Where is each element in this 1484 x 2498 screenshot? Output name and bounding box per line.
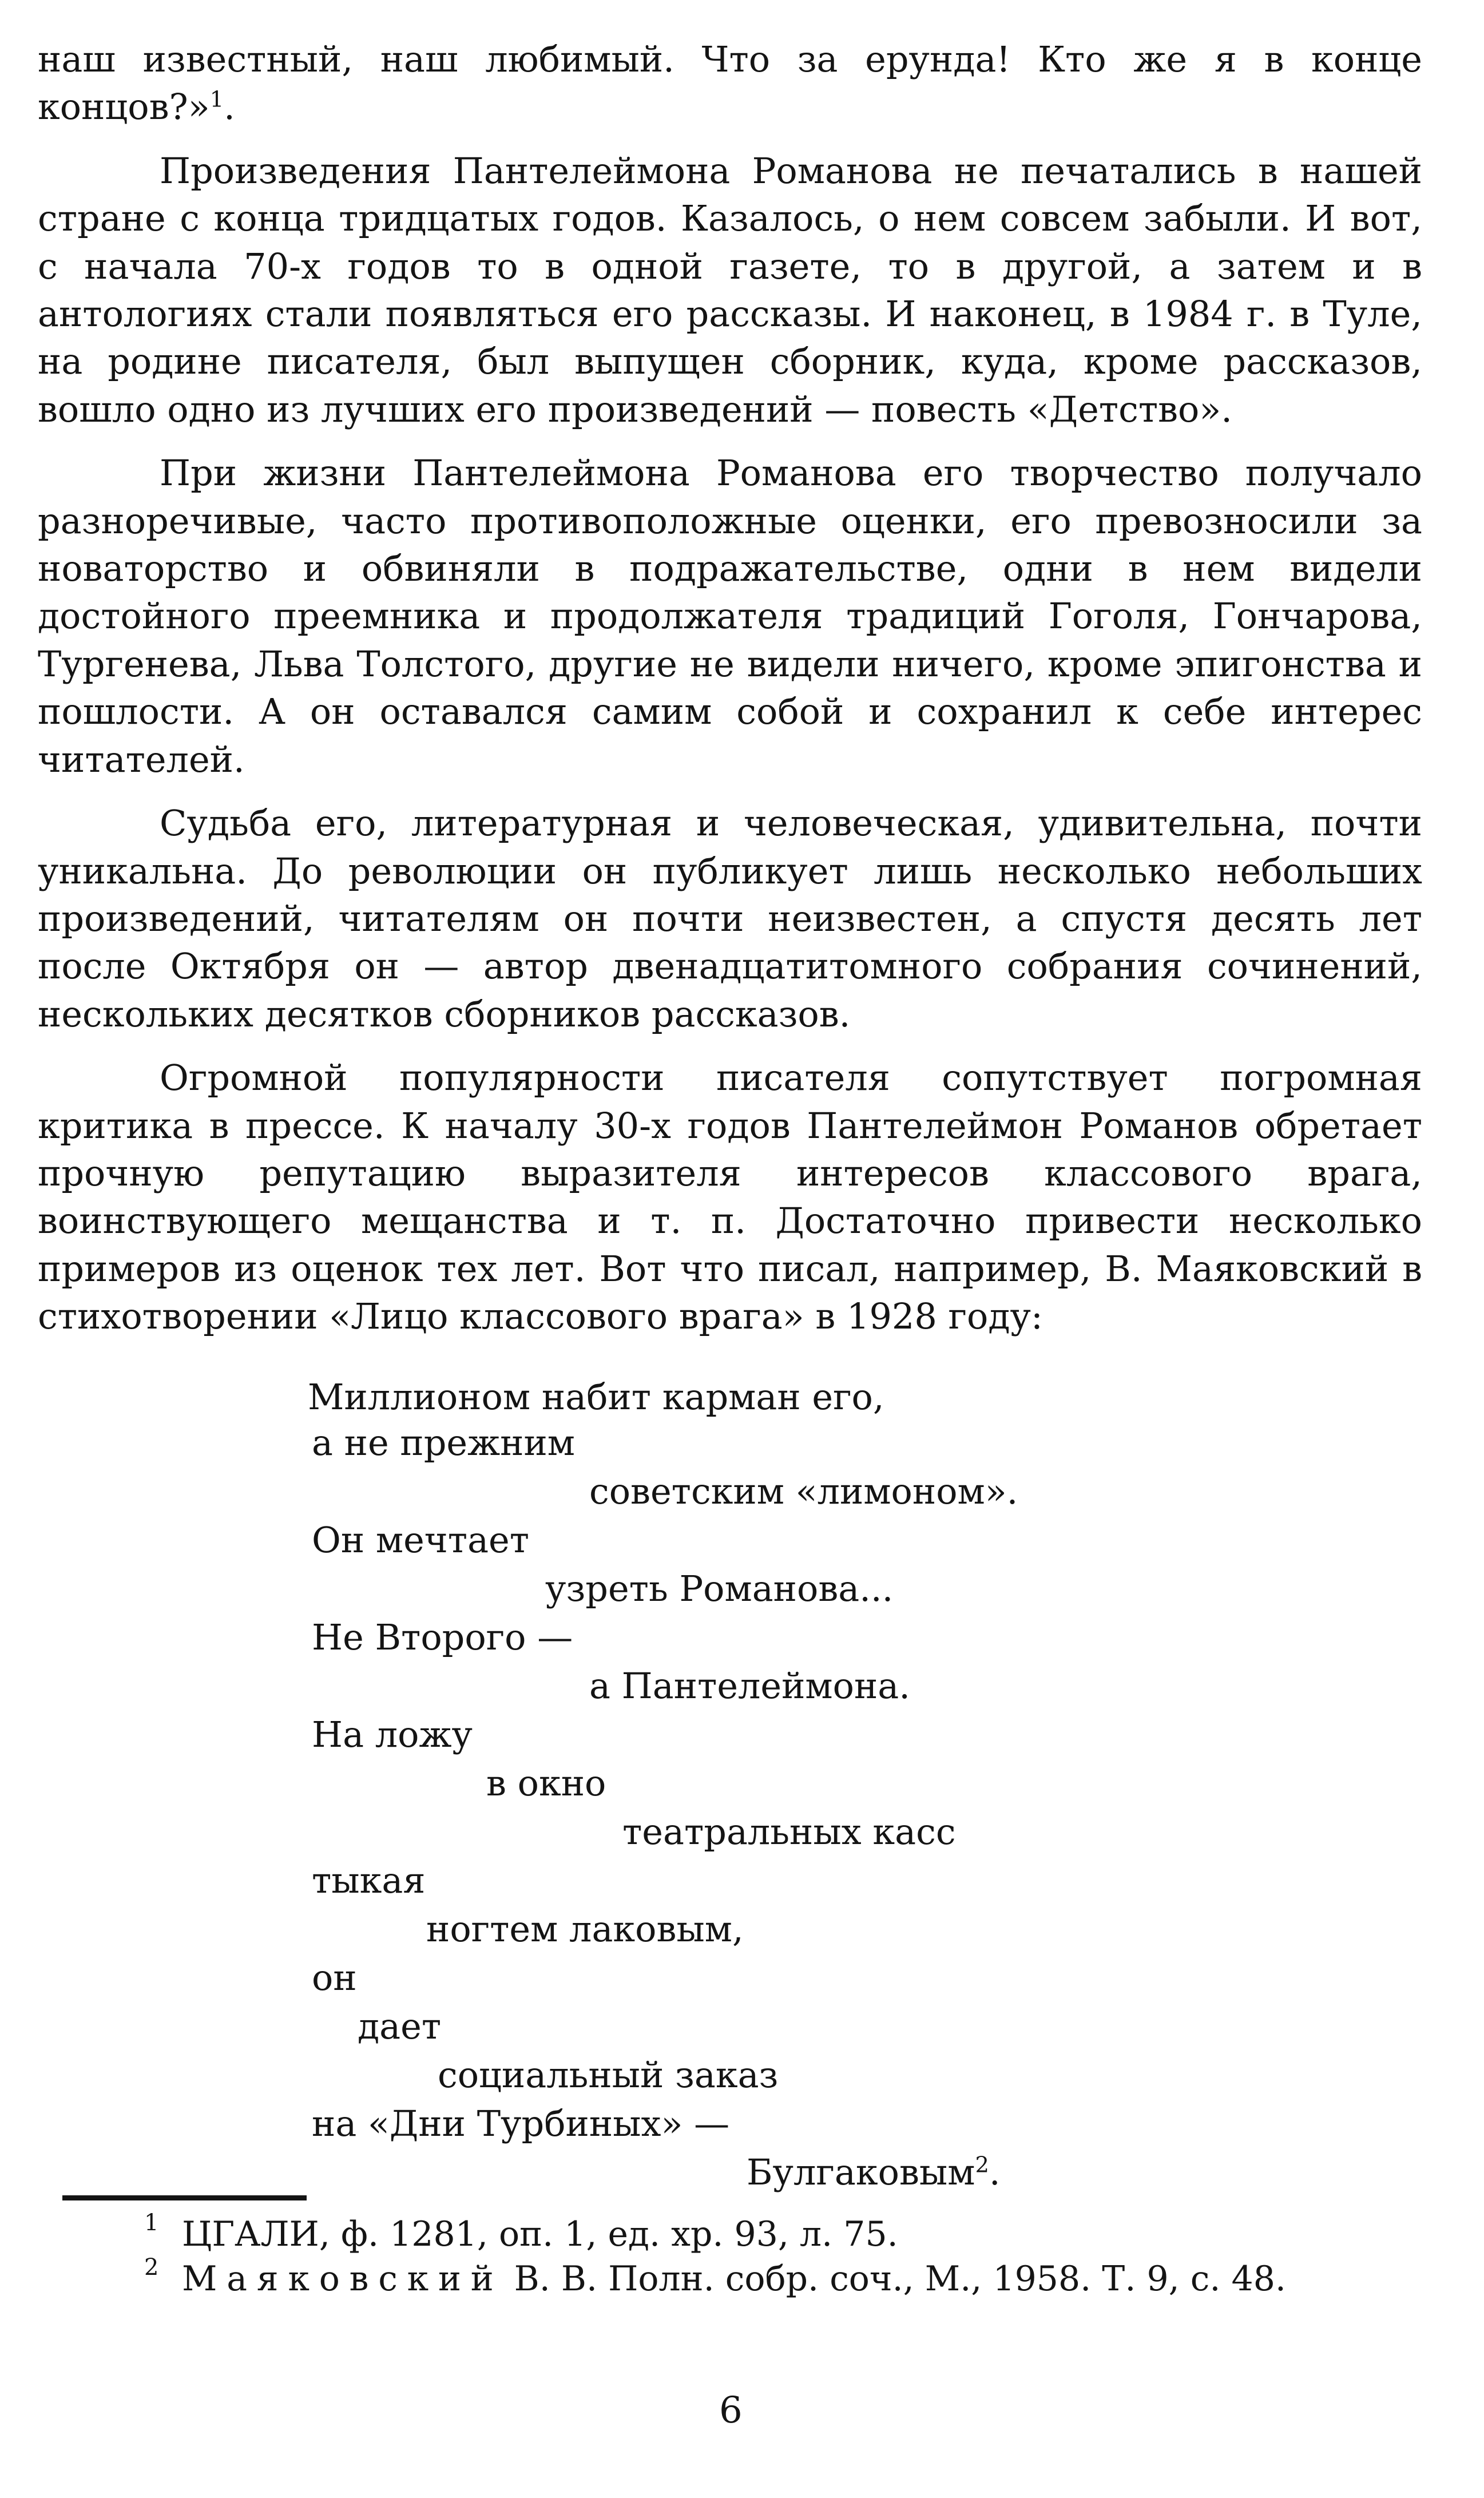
footnote-author: Маяковский bbox=[182, 2259, 503, 2299]
poem-line: социальный заказ bbox=[438, 2054, 779, 2096]
poem-line: Не Второго — bbox=[312, 1616, 573, 1658]
footnote-body bbox=[182, 2259, 1286, 2299]
poem-line: в окно bbox=[486, 1762, 606, 1804]
poem-line: Булгаковым bbox=[747, 2151, 975, 2193]
poem-line: советским «лимоном». bbox=[589, 1470, 1018, 1512]
paragraph: Судьба его, литературная и человеческая, удивительна, почти уникальна. До революции он публикует лишь несколько небольших произведений, читателям он почти неизвестен, а спустя десять лет после Октября он — автор двенадцатитомного собрания сочинений, нескольких десятков сборников рассказов. bbox=[38, 802, 1422, 1035]
poem-line: На ложу bbox=[312, 1714, 473, 1755]
poem-line: ногтем лаковым, bbox=[426, 1908, 744, 1950]
paragraph-text: наш известный, наш любимый. Что за ерунда! Кто же я в конце концов?» bbox=[38, 38, 1422, 128]
footnote-separator bbox=[62, 2195, 307, 2200]
paragraph: Огромной популярности писателя сопутствует погромная критика в прессе. К началу 30-х годов Пантелеймон Романов обретает прочную репутацию выразителя интересов классового врага, воинствующего мещанства и т. п. Достаточно привести несколько примеров из оценок тех лет. Вот что писал, например, В. Маяковский в стихотворении «Лицо классового врага» в 1928 году: bbox=[38, 1057, 1422, 1338]
poem-line: а не прежним bbox=[312, 1422, 576, 1464]
poem-line-last: Булгаковым$^2$. bbox=[747, 2151, 1001, 2193]
paragraph: Произведения Пантелеймона Романова не печатались в нашей стране с конца тридцатых годов. Казалось, о нем совсем забыли. И вот, с начала 70-х годов то в одной газете, то в другой, а затем и в антологиях стали появляться его рассказы. И наконец, в 1984 г. в Туле, на родине писателя, был выпущен сборник, куда, кроме рассказов, вошло одно из лучших его произведений — повесть «Детство». bbox=[38, 149, 1422, 430]
page-number: 6 bbox=[719, 2389, 743, 2432]
footnote-ref[interactable]: 1 bbox=[209, 86, 224, 113]
poem-line: тыкая bbox=[312, 1859, 426, 1901]
footnote-text: ЦГАЛИ, ф. 1281, оп. 1, ед. хр. 93, л. 75. bbox=[182, 2214, 898, 2254]
poem-line: узреть Романова... bbox=[545, 1568, 894, 1609]
poem-line: а Пантелеймона. bbox=[589, 1665, 910, 1707]
poem-line: Он мечтает bbox=[312, 1519, 530, 1561]
poem-line: на «Дни Турбиных» — bbox=[312, 2103, 730, 2144]
poem-line: дает bbox=[358, 2005, 442, 2047]
footnote-number: 2 bbox=[144, 2254, 159, 2281]
main-text bbox=[38, 35, 1422, 1357]
poem-line: Миллионом набит карман его, bbox=[308, 1376, 884, 1418]
paragraph: При жизни Пантелеймона Романова его творчество получало разноречивые, часто противоположные оценки, его превозносили за новаторство и обвиняли в подражательстве, одни в нем видели достойного преемника и продолжателя традиций Гоголя, Гончарова, Тургенева, Льва Толстого, другие не видели ничего, кроме эпигонства и пошлости. А он оставался самим собой и сохранил к себе интерес читателей. bbox=[38, 452, 1422, 780]
footnote-text: В. В. Полн. собр. соч., М., 1958. Т. 9, с. 48. bbox=[503, 2259, 1286, 2299]
poem-line: театральных касс bbox=[622, 1811, 956, 1853]
footnote-ref[interactable]: 2 bbox=[975, 2152, 989, 2178]
paragraph-continued: наш известный, наш любимый. Что за ерунда! Кто же я в конце концов?»$^1$. bbox=[38, 38, 1422, 128]
poem-line: он bbox=[312, 1957, 357, 1999]
footnote-number: 1 bbox=[144, 2210, 159, 2236]
